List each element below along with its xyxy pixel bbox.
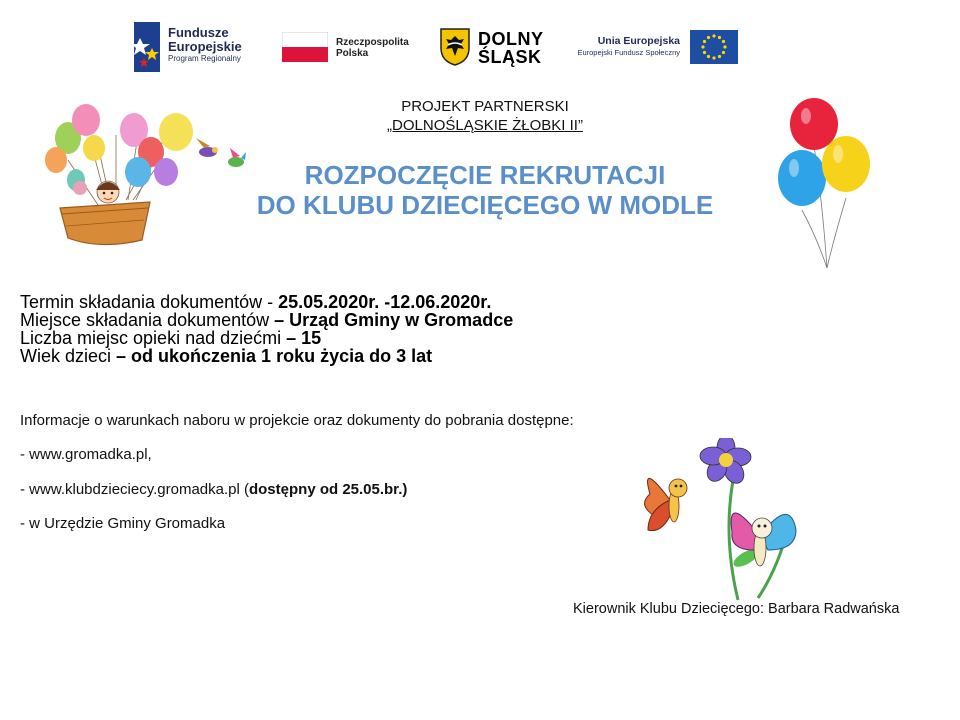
polish-flag-icon	[282, 32, 328, 62]
rp-logo-line2: Polska	[336, 47, 369, 59]
detail-row-place: Miejsce składania dokumentów – Urząd Gminy w Gromadce	[20, 310, 514, 330]
logo-unia-europejska	[575, 30, 740, 66]
link-klubdzieciecy[interactable]: - www.klubdzieciecy.gromadka.pl (dostępny od 25.05.br.)	[20, 481, 408, 498]
detail-row-term: Termin składania dokumentów - 25.05.2020r. -12.06.2020r.	[20, 292, 492, 312]
rp-logo-line1: Rzeczpospolita	[336, 37, 409, 48]
balloons-illustration	[772, 98, 882, 273]
fe-logo-line3: Program Regionalny	[168, 54, 241, 64]
headline-line1: ROZPOCZĘCIE REKRUTACJI	[304, 160, 666, 190]
logo-fundusze-europejskie	[134, 22, 254, 74]
info-intro: Informacje o warunkach naboru w projekcie oraz dokumenty do pobrania dostępne:	[20, 412, 574, 429]
butterflies-flowers-illustration	[638, 438, 818, 603]
eu-flag-icon	[690, 30, 738, 64]
ds-logo-line2: ŚLĄSK	[478, 47, 542, 67]
info-urzad-gminy: - w Urzędzie Gminy Gromadka	[20, 515, 226, 532]
project-label: PROJEKT PARTNERSKI	[401, 98, 569, 115]
logo-rzeczpospolita-polska	[282, 32, 422, 64]
coat-of-arms-icon	[440, 28, 470, 66]
bird-icon	[196, 138, 218, 157]
fe-logo-line1: Fundusze	[168, 25, 229, 40]
ue-logo-line1: Unia Europejska	[597, 35, 680, 47]
ds-logo-line1: DOLNY	[478, 29, 544, 49]
flower-icon	[700, 438, 751, 487]
fe-logo-line2: Europejskie	[168, 38, 242, 54]
ue-logo-line2: Europejski Fundusz Społeczny	[577, 48, 680, 58]
detail-row-age: Wiek dzieci – od ukończenia 1 roku życia do 3 lat	[20, 346, 433, 366]
fe-logo-icon	[134, 22, 160, 72]
logo-dolny-slask	[440, 28, 550, 68]
butterfly-icon	[645, 478, 687, 530]
headline-line2: DO KLUBU DZIECIĘCEGO W MODLE	[256, 189, 714, 220]
headline	[220, 161, 750, 221]
signature: Kierownik Klubu Dziecięcego: Barbara Radwańska	[573, 601, 900, 617]
recruitment-details	[20, 293, 720, 365]
project-name: „DOLNOŚLĄSKIE ŻŁOBKI II”	[387, 117, 583, 134]
link-gromadka[interactable]: - www.gromadka.pl,	[20, 446, 152, 463]
detail-row-places-count: Liczba miejsc opieki nad dziećmi – 15	[20, 328, 322, 348]
